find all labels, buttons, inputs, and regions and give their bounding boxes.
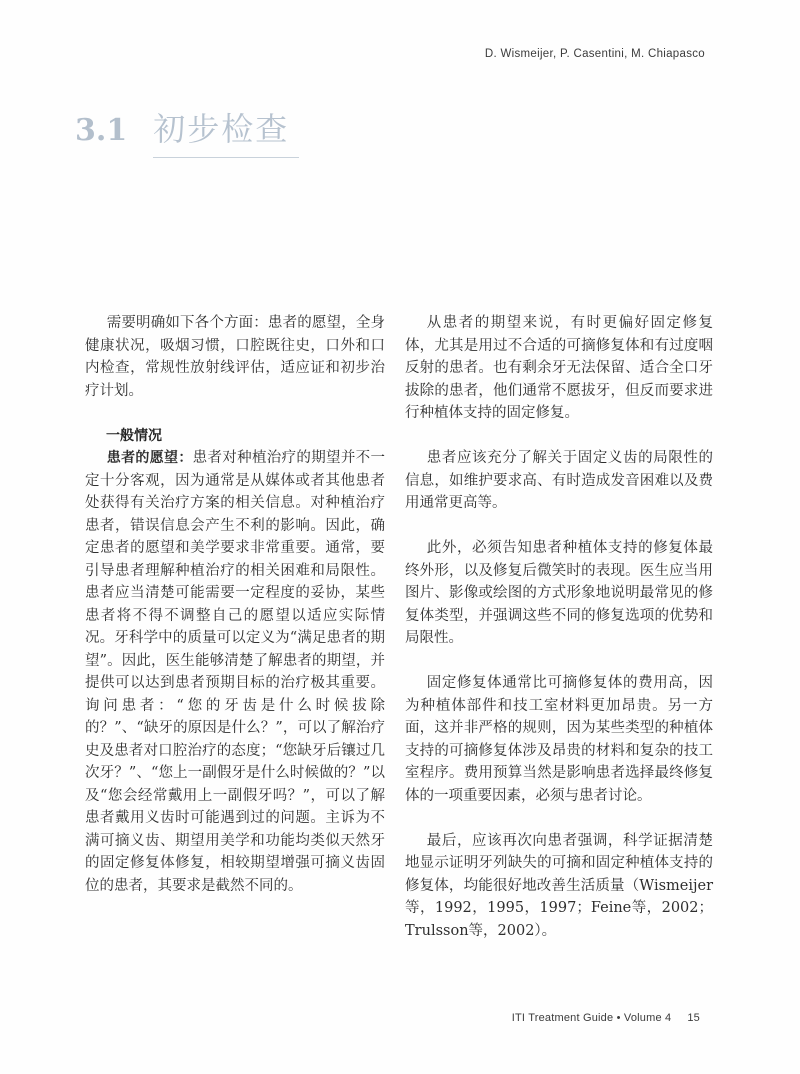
section-number: 3.1 [75, 113, 128, 148]
section-title [75, 104, 299, 158]
footer-title: ITI Treatment Guide • Volume 4 [511, 1012, 672, 1024]
paragraph: 最后，应该再次向患者强调，科学证据清楚地显示证明牙列缺失的可摘和固定种植体支持的修复体，均能很好地改善生活质量（Wismeijer等，1992，1995，1997；Feine等，2002；Trulsson等，2002）。 [405, 832, 713, 939]
section-title-text: 初步检查 [153, 104, 299, 158]
intro-paragraph: 需要明确如下各个方面：患者的愿望，全身健康状况，吸烟习惯，口腔既往史，口外和口内检查，常规性放射线评估，适应证和初步治疗计划。 [85, 315, 385, 399]
paragraph-lead-in: 患者的愿望： [106, 450, 193, 466]
page-number: 15 [687, 1012, 700, 1024]
page-footer [512, 1012, 700, 1024]
paragraph-body: 患者对种植治疗的期望并不一定十分客观，因为通常是从媒体或者其他患者处获得有关治疗方案的相关信息。对种植治疗患者，错误信息会产生不利的影响。因此，确定患者的愿望和美学要求非常重要。通常，要引导患者理解种植治疗的相关困难和局限性。患者应当清楚可能需要一定程度的妥协，某些患者将不得不调整自己的愿望以适应实际情况。牙科学中的质量可以定义为“满足患者的期望”。因此，医生能够清楚了解患者的期望，并提供可以达到患者预期目标的治疗极其重要。询问患者：“您的牙齿是什么时候拔除的？”、“缺牙的原因是什么？”，可以了解治疗史及患者对口腔治疗的态度；“您缺牙后镶过几次牙？”、“您上一副假牙是什么时候做的？”以及“您会经常戴用上一副假牙吗？”，可以了解患者戴用义齿时可能遇到过的问题。主诉为不满可摘义齿、期望用美学和功能均类似天然牙的固定修复体修复，相较期望增强可摘义齿固位的患者，其要求是截然不同的。 [85, 450, 386, 894]
paragraph: 固定修复体通常比可摘修复体的费用高，因为种植体部件和技工室材料更加昂贵。另一方面，这并非严格的规则，因为某些类型的种植体支持的可摘修复体涉及昂贵的材料和复杂的技工室程序。费用预算当然是影响患者选择最终修复体的一项重要因素，必须与患者讨论。 [405, 675, 713, 804]
paragraph: 从患者的期望来说，有时更偏好固定修复体，尤其是用过不合适的可摘修复体和有过度咽反射的患者。也有剩余牙无法保留、适合全口牙拔除的患者，他们通常不愿拔牙，但反而要求进行种植体支持的固定修复。 [405, 315, 713, 421]
paragraph: 此外，必须告知患者种植体支持的修复体最终外形，以及修复后微笑时的表现。医生应当用图片、影像或绘图的方式形象地说明最常见的修复体类型，并强调这些不同的修复选项的优势和局限性。 [405, 540, 713, 646]
authors-line: D. Wismeijer, P. Casentini, M. Chiapasco [484, 48, 705, 60]
left-column [85, 312, 385, 897]
subsection-heading: 一般情况 [106, 427, 162, 444]
paragraph: 患者应该充分了解关于固定义齿的局限性的信息，如维护要求高、有时造成发音困难以及费用通常更高等。 [405, 450, 713, 511]
patient-wishes-paragraph [85, 447, 385, 897]
right-column [405, 312, 713, 942]
